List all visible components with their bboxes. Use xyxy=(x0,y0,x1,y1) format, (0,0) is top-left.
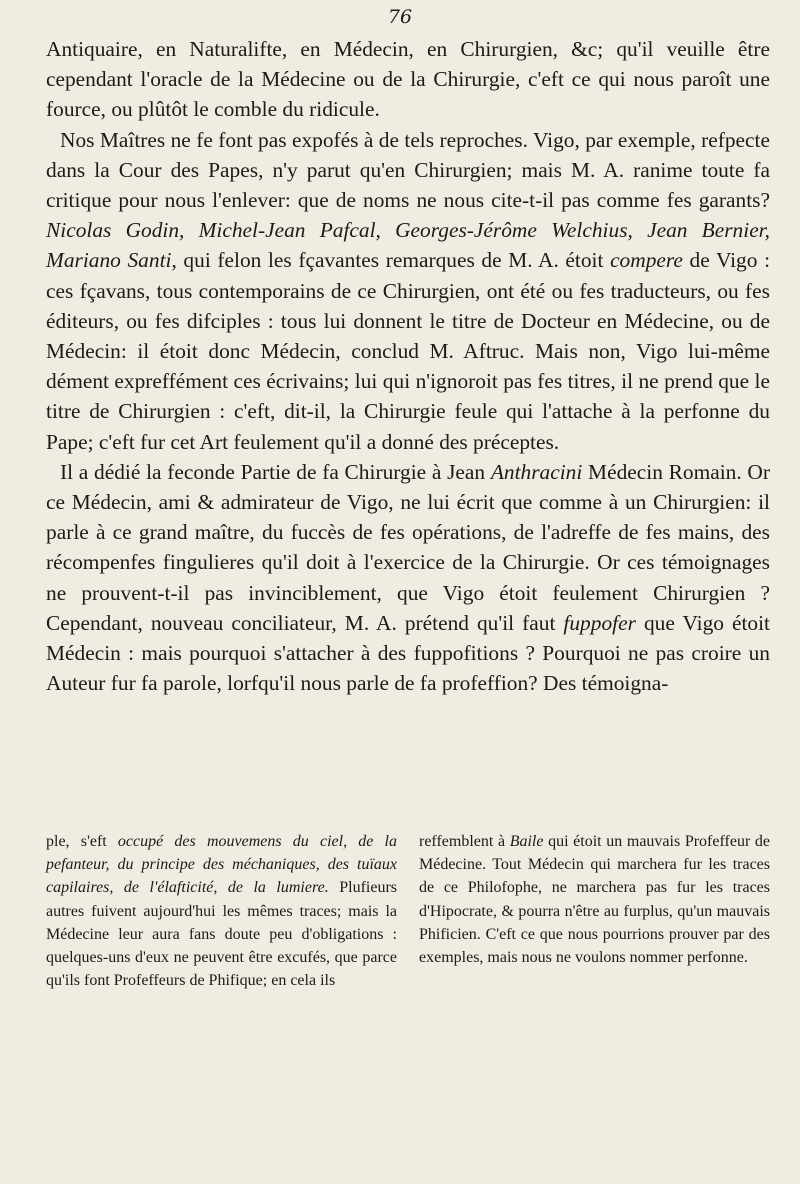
footnote-left-column xyxy=(46,830,397,1180)
note-left-text-end: Plufieurs autres fuivent aujourd'hui les mêmes traces; mais la Médecine leur aura fans doute peu d'obligations : quelques-uns d'eux ne peuvent être excufés, que parce qu'ils font Profeffeurs de Phifique; en cela ils xyxy=(46,879,397,990)
paragraph-2 xyxy=(46,125,770,457)
note-left-italic: occupé des mouvemens du ciel, de la pefanteur, du principe des méchaniques, des tuïaux capilaires, de l'élafticité, de la lumiere. xyxy=(46,833,397,897)
footnote-right-column xyxy=(419,830,770,1180)
italic-term-fuppofer: fuppofer xyxy=(563,610,636,635)
paragraph-2-text-cont: , qui felon les fçavantes remarques de M. A. étoit xyxy=(171,248,611,273)
note-right-text: reffemblent à xyxy=(419,833,510,850)
main-text xyxy=(46,34,770,698)
paragraph-2-text: Nos Maîtres ne fe font pas expofés à de tels reproches. Vigo, par exemple, refpecte dans la Cour des Papes, n'y parut qu'en Chirurgien; mais M. A. ranime toute fa critique pour nous l'enlever: que de noms ne nous cite-t-il pas comme fes garants? xyxy=(46,127,770,213)
page-number: 76 xyxy=(387,6,413,28)
paragraph-3-text-cont: Médecin Romain. Or ce Médecin, ami & admirateur de Vigo, ne lui écrit que comme à un Chirurgien: il parle à ce grand maître, du fuccès de fes opérations, de l'adreffe de fes mains, des récompenfes fingulieres qu'il doit à l'exercice de la Chirurgie. Or ces témoignages ne prouvent-t-il pas invinciblement, que Vigo étoit feulement Chirurgien ? Cependant, nouveau conciliateur, M. A. prétend qu'il faut xyxy=(46,459,771,635)
author-names: Nicolas Godin, Michel-Jean Pafcal, Georges-Jérôme Welchius, Jean Bernier, Mariano Santi xyxy=(46,218,770,273)
paragraph-3-text: Il a dédié la feconde Partie de fa Chirurgie à Jean xyxy=(60,459,491,484)
footnotes xyxy=(46,830,770,1180)
paragraph-1: Antiquaire, en Naturalifte, en Médecin, en Chirurgien, &c; qu'il veuille être cependant l'oracle de la Médecine ou de la Chirurgie, c'eft ce qui nous paroît une fource, ou plûtôt le comble du ridicule. xyxy=(46,37,770,122)
note-right-italic-baile: Baile xyxy=(509,833,544,850)
paragraph-3-text-end: que Vigo étoit Médecin : mais pourquoi s'attacher à des fuppofitions ? Pourquoi ne pas croire un Auteur fur fa parole, lorfqu'il nous parle de fa profeffion? Des témoigna- xyxy=(46,610,770,696)
note-right-text-end: qui étoit un mauvais Profeffeur de Médecine. Tout Médecin qui marchera fur les traces de ce Philofophe, ne marchera pas fur les traces d'Hipocrate, & pourra n'être au furplus, qu'un mauvais Phificien. C'eft ce que nous pourrions prouver par des exemples, mais nous ne voulons nommer perfonne. xyxy=(419,833,770,967)
note-left-text: ple, s'eft xyxy=(46,833,118,850)
paragraph-2-text-end: de Vigo : ces fçavans, tous contemporains de ce Chirurgien, ont été ou fes traducteurs, ou fes éditeurs, ou fes difciples : tous lui donnent le titre de Docteur en Médecine, ou de Médecin: il étoit donc Médecin, conclud M. Aftruc. Mais non, Vigo lui-même dément expreffément ces écrivains; lui qui n'ignoroit pas fes titres, il ne prend que le titre de Chirurgien : c'eft, dit-il, la Chirurgie feule qui l'attache à la perfonne du Pape; c'eft fur cet Art feulement qu'il a donné des préceptes. xyxy=(46,248,771,454)
italic-name-anthracini: Anthracini xyxy=(490,459,583,484)
paragraph-3 xyxy=(46,457,770,699)
italic-term-compere: compere xyxy=(610,248,683,273)
